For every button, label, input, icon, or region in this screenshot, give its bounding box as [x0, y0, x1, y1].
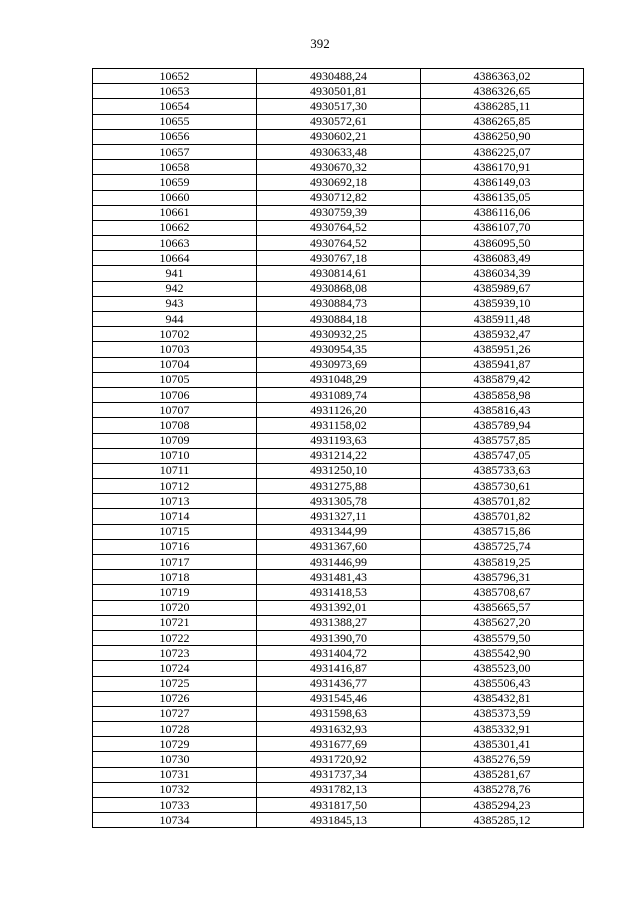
x-coordinate-cell: 4931048,29: [257, 372, 421, 387]
x-coordinate-cell: 4931436,77: [257, 676, 421, 691]
x-coordinate-cell: 4931250,10: [257, 463, 421, 478]
table-row: [93, 312, 584, 327]
table-row: [93, 266, 584, 281]
table-row: [93, 342, 584, 357]
x-coordinate-cell: 4931193,63: [257, 433, 421, 448]
table-row: [93, 448, 584, 463]
coordinates-table: [92, 68, 584, 828]
table-row: [93, 160, 584, 175]
table-row: [93, 129, 584, 144]
table-row: [93, 84, 584, 99]
x-coordinate-cell: 4930759,39: [257, 205, 421, 220]
table-row: [93, 403, 584, 418]
point-number-cell: 942: [93, 281, 257, 296]
x-coordinate-cell: 4931737,34: [257, 767, 421, 782]
x-coordinate-cell: 4930572,61: [257, 114, 421, 129]
point-number-cell: 10723: [93, 646, 257, 661]
x-coordinate-cell: 4931598,63: [257, 706, 421, 721]
x-coordinate-cell: 4931214,22: [257, 448, 421, 463]
x-coordinate-cell: 4931367,60: [257, 539, 421, 554]
point-number-cell: 10658: [93, 160, 257, 175]
y-coordinate-cell: 4385579,50: [421, 630, 584, 645]
page-number: 392: [310, 36, 330, 51]
point-number-cell: 10702: [93, 327, 257, 342]
point-number-cell: 10719: [93, 585, 257, 600]
point-number-cell: 10714: [93, 509, 257, 524]
point-number-cell: 10706: [93, 387, 257, 402]
x-coordinate-cell: 4931481,43: [257, 570, 421, 585]
y-coordinate-cell: 4386083,49: [421, 251, 584, 266]
table-row: [93, 555, 584, 570]
table-row: [93, 767, 584, 782]
y-coordinate-cell: 4385939,10: [421, 296, 584, 311]
x-coordinate-cell: 4930884,73: [257, 296, 421, 311]
table-row: [93, 387, 584, 402]
table-row: [93, 327, 584, 342]
x-coordinate-cell: 4930954,35: [257, 342, 421, 357]
y-coordinate-cell: 4385951,26: [421, 342, 584, 357]
point-number-cell: 10725: [93, 676, 257, 691]
point-number-cell: 10655: [93, 114, 257, 129]
table-row: [93, 661, 584, 676]
y-coordinate-cell: 4385701,82: [421, 509, 584, 524]
table-row: [93, 99, 584, 114]
table-row: [93, 524, 584, 539]
point-number-cell: 10718: [93, 570, 257, 585]
y-coordinate-cell: 4386250,90: [421, 129, 584, 144]
table-row: [93, 144, 584, 159]
x-coordinate-cell: 4931416,87: [257, 661, 421, 676]
point-number-cell: 10652: [93, 69, 257, 84]
point-number-cell: 10726: [93, 691, 257, 706]
x-coordinate-cell: 4930868,08: [257, 281, 421, 296]
y-coordinate-cell: 4385373,59: [421, 706, 584, 721]
y-coordinate-cell: 4385332,91: [421, 722, 584, 737]
y-coordinate-cell: 4385301,41: [421, 737, 584, 752]
y-coordinate-cell: 4386116,06: [421, 205, 584, 220]
x-coordinate-cell: 4931327,11: [257, 509, 421, 524]
point-number-cell: 10717: [93, 555, 257, 570]
point-number-cell: 10654: [93, 99, 257, 114]
table-row: [93, 205, 584, 220]
x-coordinate-cell: 4930517,30: [257, 99, 421, 114]
x-coordinate-cell: 4931126,20: [257, 403, 421, 418]
x-coordinate-cell: 4930633,48: [257, 144, 421, 159]
point-number-cell: 10716: [93, 539, 257, 554]
table-row: [93, 372, 584, 387]
table-row: [93, 722, 584, 737]
table-row: [93, 479, 584, 494]
table-row: [93, 737, 584, 752]
point-number-cell: 10728: [93, 722, 257, 737]
x-coordinate-cell: 4931545,46: [257, 691, 421, 706]
y-coordinate-cell: 4385627,20: [421, 615, 584, 630]
y-coordinate-cell: 4385941,87: [421, 357, 584, 372]
y-coordinate-cell: 4386034,39: [421, 266, 584, 281]
x-coordinate-cell: 4931720,92: [257, 752, 421, 767]
point-number-cell: 10708: [93, 418, 257, 433]
table-row: [93, 615, 584, 630]
y-coordinate-cell: 4386363,02: [421, 69, 584, 84]
table-row: [93, 798, 584, 813]
table-row: [93, 175, 584, 190]
x-coordinate-cell: 4930602,21: [257, 129, 421, 144]
table-row: [93, 114, 584, 129]
point-number-cell: 10653: [93, 84, 257, 99]
y-coordinate-cell: 4385276,59: [421, 752, 584, 767]
y-coordinate-cell: 4385506,43: [421, 676, 584, 691]
y-coordinate-cell: 4386149,03: [421, 175, 584, 190]
x-coordinate-cell: 4931275,88: [257, 479, 421, 494]
y-coordinate-cell: 4385278,76: [421, 782, 584, 797]
table-row: [93, 782, 584, 797]
x-coordinate-cell: 4930932,25: [257, 327, 421, 342]
point-number-cell: 10705: [93, 372, 257, 387]
table-row: [93, 281, 584, 296]
y-coordinate-cell: 4386135,05: [421, 190, 584, 205]
y-coordinate-cell: 4386225,07: [421, 144, 584, 159]
y-coordinate-cell: 4385747,05: [421, 448, 584, 463]
point-number-cell: 10657: [93, 144, 257, 159]
point-number-cell: 10664: [93, 251, 257, 266]
point-number-cell: 10662: [93, 220, 257, 235]
point-number-cell: 10711: [93, 463, 257, 478]
x-coordinate-cell: 4930712,82: [257, 190, 421, 205]
point-number-cell: 10715: [93, 524, 257, 539]
y-coordinate-cell: 4386285,11: [421, 99, 584, 114]
point-number-cell: 10661: [93, 205, 257, 220]
y-coordinate-cell: 4385989,67: [421, 281, 584, 296]
point-number-cell: 10733: [93, 798, 257, 813]
x-coordinate-cell: 4931158,02: [257, 418, 421, 433]
y-coordinate-cell: 4385715,86: [421, 524, 584, 539]
x-coordinate-cell: 4930814,61: [257, 266, 421, 281]
y-coordinate-cell: 4385733,63: [421, 463, 584, 478]
y-coordinate-cell: 4385816,43: [421, 403, 584, 418]
point-number-cell: 10663: [93, 236, 257, 251]
x-coordinate-cell: 4930884,18: [257, 312, 421, 327]
x-coordinate-cell: 4931305,78: [257, 494, 421, 509]
point-number-cell: 10709: [93, 433, 257, 448]
x-coordinate-cell: 4930501,81: [257, 84, 421, 99]
point-number-cell: 10732: [93, 782, 257, 797]
point-number-cell: 10660: [93, 190, 257, 205]
table-row: [93, 509, 584, 524]
y-coordinate-cell: 4386265,85: [421, 114, 584, 129]
x-coordinate-cell: 4930764,52: [257, 220, 421, 235]
point-number-cell: 10729: [93, 737, 257, 752]
x-coordinate-cell: 4930764,52: [257, 236, 421, 251]
y-coordinate-cell: 4386170,91: [421, 160, 584, 175]
x-coordinate-cell: 4930692,18: [257, 175, 421, 190]
y-coordinate-cell: 4385432,81: [421, 691, 584, 706]
x-coordinate-cell: 4931404,72: [257, 646, 421, 661]
table-row: [93, 646, 584, 661]
point-number-cell: 10730: [93, 752, 257, 767]
x-coordinate-cell: 4931632,93: [257, 722, 421, 737]
y-coordinate-cell: 4385932,47: [421, 327, 584, 342]
point-number-cell: 10721: [93, 615, 257, 630]
point-number-cell: 10704: [93, 357, 257, 372]
table-row: [93, 691, 584, 706]
table-row: [93, 433, 584, 448]
point-number-cell: 10724: [93, 661, 257, 676]
table-row: [93, 630, 584, 645]
x-coordinate-cell: 4931392,01: [257, 600, 421, 615]
y-coordinate-cell: 4386095,50: [421, 236, 584, 251]
table-row: [93, 813, 584, 828]
y-coordinate-cell: 4385523,00: [421, 661, 584, 676]
point-number-cell: 10656: [93, 129, 257, 144]
point-number-cell: 10710: [93, 448, 257, 463]
x-coordinate-cell: 4931677,69: [257, 737, 421, 752]
y-coordinate-cell: 4385285,12: [421, 813, 584, 828]
table-row: [93, 418, 584, 433]
x-coordinate-cell: 4931390,70: [257, 630, 421, 645]
point-number-cell: 10713: [93, 494, 257, 509]
y-coordinate-cell: 4385701,82: [421, 494, 584, 509]
y-coordinate-cell: 4385730,61: [421, 479, 584, 494]
table-row: [93, 463, 584, 478]
y-coordinate-cell: 4385665,57: [421, 600, 584, 615]
table-row: [93, 236, 584, 251]
y-coordinate-cell: 4386107,70: [421, 220, 584, 235]
point-number-cell: 10712: [93, 479, 257, 494]
table-row: [93, 600, 584, 615]
point-number-cell: 10703: [93, 342, 257, 357]
table-row: [93, 296, 584, 311]
point-number-cell: 943: [93, 296, 257, 311]
x-coordinate-cell: 4931782,13: [257, 782, 421, 797]
point-number-cell: 10734: [93, 813, 257, 828]
table-row: [93, 220, 584, 235]
table-row: [93, 190, 584, 205]
x-coordinate-cell: 4931089,74: [257, 387, 421, 402]
y-coordinate-cell: 4385542,90: [421, 646, 584, 661]
y-coordinate-cell: 4385757,85: [421, 433, 584, 448]
y-coordinate-cell: 4385281,67: [421, 767, 584, 782]
table-row: [93, 251, 584, 266]
x-coordinate-cell: 4931344,99: [257, 524, 421, 539]
table-row: [93, 752, 584, 767]
table-row: [93, 69, 584, 84]
point-number-cell: 941: [93, 266, 257, 281]
table-row: [93, 585, 584, 600]
y-coordinate-cell: 4385708,67: [421, 585, 584, 600]
x-coordinate-cell: 4930973,69: [257, 357, 421, 372]
y-coordinate-cell: 4385911,48: [421, 312, 584, 327]
x-coordinate-cell: 4930767,18: [257, 251, 421, 266]
y-coordinate-cell: 4385294,23: [421, 798, 584, 813]
table-row: [93, 706, 584, 721]
table-row: [93, 539, 584, 554]
y-coordinate-cell: 4385796,31: [421, 570, 584, 585]
table-row: [93, 570, 584, 585]
table-row: [93, 357, 584, 372]
x-coordinate-cell: 4931418,53: [257, 585, 421, 600]
y-coordinate-cell: 4385819,25: [421, 555, 584, 570]
point-number-cell: 10720: [93, 600, 257, 615]
table-row: [93, 676, 584, 691]
point-number-cell: 10722: [93, 630, 257, 645]
y-coordinate-cell: 4385879,42: [421, 372, 584, 387]
x-coordinate-cell: 4930488,24: [257, 69, 421, 84]
x-coordinate-cell: 4931817,50: [257, 798, 421, 813]
y-coordinate-cell: 4385725,74: [421, 539, 584, 554]
point-number-cell: 10707: [93, 403, 257, 418]
y-coordinate-cell: 4385789,94: [421, 418, 584, 433]
coordinates-table-body: [93, 69, 584, 828]
table-row: [93, 494, 584, 509]
y-coordinate-cell: 4385858,98: [421, 387, 584, 402]
point-number-cell: 10731: [93, 767, 257, 782]
x-coordinate-cell: 4931845,13: [257, 813, 421, 828]
point-number-cell: 944: [93, 312, 257, 327]
x-coordinate-cell: 4931446,99: [257, 555, 421, 570]
x-coordinate-cell: 4930670,32: [257, 160, 421, 175]
y-coordinate-cell: 4386326,65: [421, 84, 584, 99]
x-coordinate-cell: 4931388,27: [257, 615, 421, 630]
point-number-cell: 10727: [93, 706, 257, 721]
point-number-cell: 10659: [93, 175, 257, 190]
